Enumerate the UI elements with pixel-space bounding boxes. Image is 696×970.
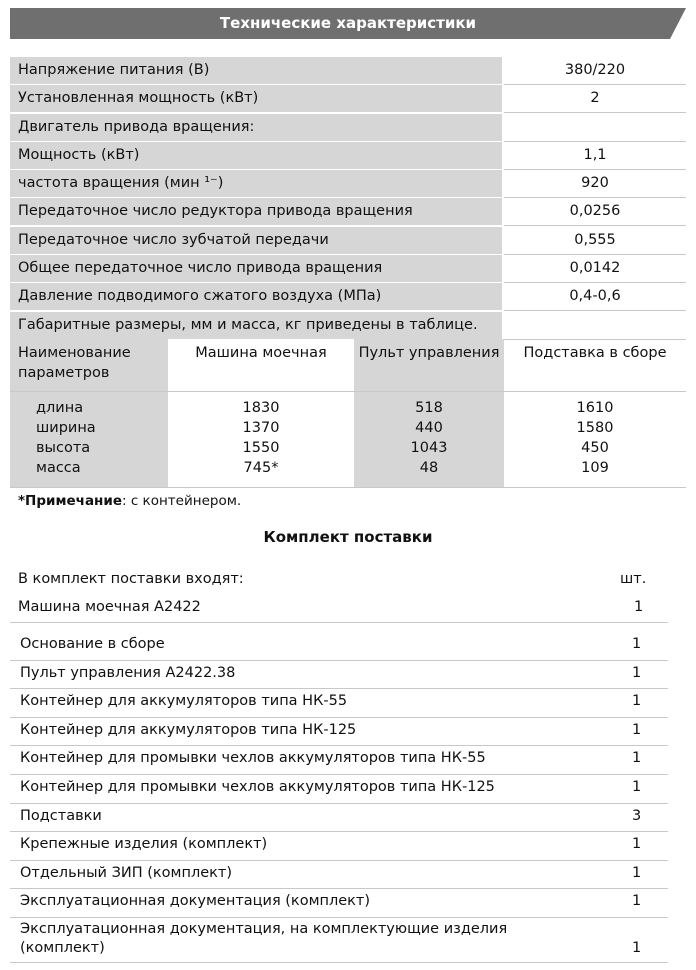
spec-label: Двигатель привода вращения:: [10, 114, 502, 141]
kit-item-qty: 1: [634, 599, 644, 615]
stand-value: 109: [581, 460, 609, 476]
spec-row: [10, 142, 686, 170]
kit-item-qty: 1: [632, 664, 642, 681]
spec-label: Установленная мощность (кВт): [10, 85, 502, 112]
kit-item: [10, 718, 668, 747]
kit-item: [10, 632, 668, 661]
kit-item-name: Эксплуатационная документация, на комплектующие изделия (комплект): [20, 920, 508, 956]
kit-item: [10, 832, 668, 861]
kit-item: [10, 804, 668, 833]
kit-item-name: Основание в сборе: [20, 636, 165, 652]
kit-item-name: Контейнер для аккумуляторов типа НК-125: [20, 721, 357, 738]
kit-title: Комплект поставки: [263, 528, 433, 546]
spec-value: 2: [590, 90, 600, 107]
machine-column: [168, 392, 354, 487]
panel-value: 518: [415, 400, 443, 416]
spec-label: Мощность (кВт): [10, 142, 502, 169]
kit-item: [10, 689, 668, 718]
dimensions-table: [10, 339, 686, 488]
panel-value: 440: [415, 420, 443, 436]
spec-value: 0,0142: [569, 260, 621, 277]
spec-value: 0,555: [574, 231, 616, 248]
spec-row: [10, 85, 686, 113]
spec-value: 380/220: [564, 62, 626, 78]
spec-row: [10, 170, 686, 198]
kit-item-qty: 3: [632, 807, 642, 824]
kit-intro: В комплект поставки входят:: [18, 571, 244, 587]
machine-value: 745*: [243, 460, 279, 476]
machine-value: 1830: [242, 400, 280, 416]
spec-row: [10, 255, 686, 283]
panel-column: [354, 392, 504, 487]
kit-item-qty: 1: [632, 693, 642, 710]
footnote-text: : с контейнером.: [122, 493, 242, 509]
kit-item-qty: 1: [632, 721, 642, 738]
header-cell-params: Наименование параметров: [10, 339, 168, 391]
spec-row: [10, 114, 686, 142]
spec-label: частота вращения (мин ¹⁻): [10, 170, 502, 197]
kit-item-qty: 1: [632, 864, 642, 881]
stand-column: [504, 392, 686, 487]
kit-item: [10, 775, 668, 804]
spec-value: 0,0256: [569, 203, 621, 220]
kit-item-qty: 1: [632, 893, 642, 910]
spec-label: Габаритные размеры, мм и масса, кг приведены в таблице.: [10, 312, 502, 339]
param-column: [10, 392, 168, 487]
kit-item-qty: 1: [632, 636, 642, 652]
kit-item: [10, 889, 668, 918]
spec-label: Общее передаточное число привода вращения: [10, 255, 502, 282]
spec-value: 1,1: [583, 146, 607, 163]
kit-item-name: Пульт управления А2422.38: [20, 664, 236, 681]
kit-unit-header: шт.: [620, 571, 647, 587]
kit-item: [10, 746, 668, 775]
panel-value: 1043: [410, 440, 448, 456]
section-header: [10, 8, 686, 39]
panel-value: 48: [419, 460, 439, 476]
kit-item: [10, 661, 668, 690]
kit-item-name: Машина моечная А2422: [18, 599, 201, 615]
kit-list: [10, 632, 668, 963]
header-cell-stand: Подставка в сборе: [523, 345, 667, 361]
kit-item-qty: 1: [632, 836, 642, 853]
spec-value: [504, 312, 686, 339]
spec-row: [10, 312, 686, 340]
kit-item: [10, 861, 668, 890]
kit-item-qty: 1: [632, 778, 642, 795]
kit-item-qty: 1: [632, 939, 642, 956]
stand-value: 450: [581, 440, 609, 456]
footnote: [18, 493, 241, 509]
param-name: ширина: [36, 420, 96, 436]
header-cell-machine: Машина моечная: [195, 345, 327, 361]
stand-value: 1580: [576, 420, 614, 436]
param-name: высота: [36, 440, 91, 456]
kit-item-name: Контейнер для промывки чехлов аккумуляторов типа НК-125: [20, 778, 495, 795]
param-name: масса: [36, 460, 81, 476]
spec-value: 0,4-0,6: [569, 288, 621, 305]
kit-item-name: Подставки: [20, 807, 102, 824]
spec-label: Передаточное число редуктора привода вращения: [10, 198, 502, 225]
kit-main-item: [10, 596, 668, 623]
spec-label: Напряжение питания (В): [10, 57, 502, 84]
header-cell-panel: Пульт управления: [354, 339, 504, 391]
kit-item-qty: 1: [632, 750, 642, 767]
kit-item: [10, 918, 668, 963]
spec-row: [10, 57, 686, 85]
stand-value: 1610: [576, 400, 614, 416]
spec-label: Передаточное число зубчатой передачи: [10, 227, 502, 254]
param-name: длина: [36, 400, 84, 416]
spec-row: [10, 198, 686, 226]
machine-value: 1370: [242, 420, 280, 436]
spec-label: Давление подводимого сжатого воздуха (МПа): [10, 283, 502, 310]
section-title: Технические характеристики: [219, 14, 477, 32]
spec-row: [10, 283, 686, 311]
specs-table: [10, 57, 686, 340]
kit-item-name: Крепежные изделия (комплект): [20, 836, 268, 853]
machine-value: 1550: [242, 440, 280, 456]
kit-item-name: Контейнер для аккумуляторов типа НК-55: [20, 693, 348, 710]
kit-item-name: Эксплуатационная документация (комплект): [20, 893, 371, 910]
spec-value: [504, 114, 686, 141]
footnote-label: *Примечание: [18, 493, 122, 509]
dimensions-header-row: [10, 339, 686, 392]
kit-item-name: Отдельный ЗИП (комплект): [20, 864, 232, 881]
spec-row: [10, 227, 686, 255]
kit-item-name: Контейнер для промывки чехлов аккумуляторов типа НК-55: [20, 750, 486, 767]
spec-value: 920: [581, 175, 609, 192]
dimensions-body: [10, 392, 686, 488]
